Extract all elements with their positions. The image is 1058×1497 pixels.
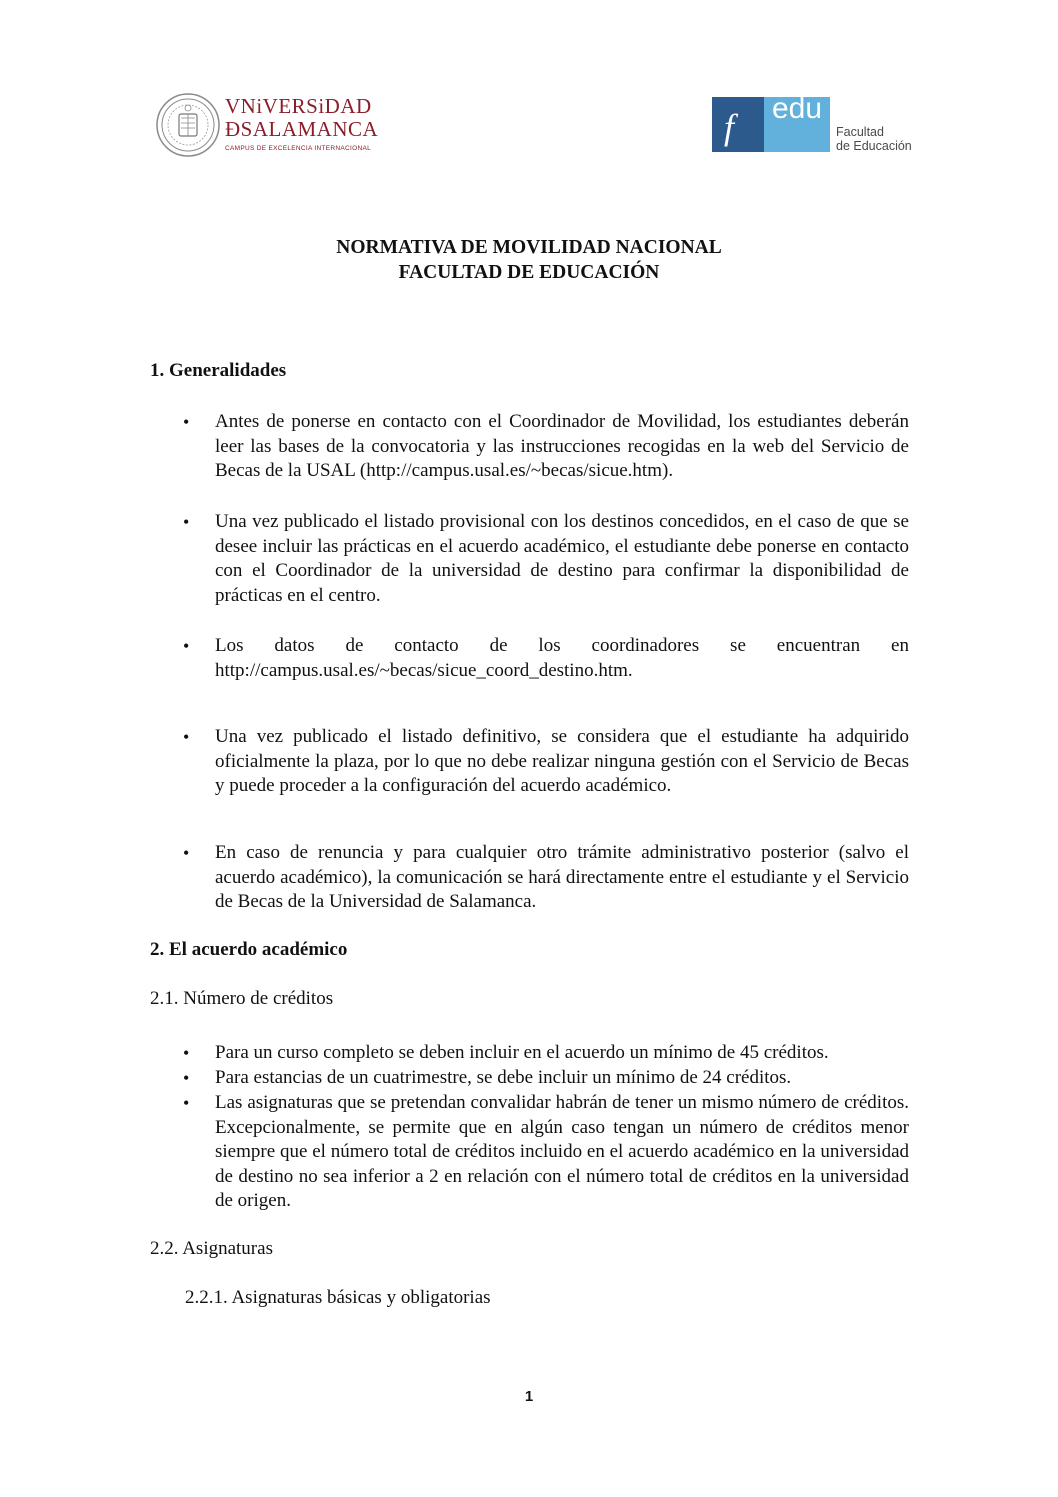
edu-logo-word: edu [771,92,823,125]
edu-faculty-name: Facultad de Educación [836,125,912,153]
document-title-line1: NORMATIVA DE MOVILIDAD NACIONAL [336,237,722,258]
bullet-icon: • [183,1043,190,1063]
university-seal-icon [155,92,221,158]
list-item: • En caso de renuncia y para cualquier otro trámite administrativo posterior (salvo el acuerdo académico), la comunicación se hará directamente entre el estudiante y el Servicio de Becas de la Universidad de Salamanca. [183,842,909,912]
universidad-salamanca-logo [155,92,379,158]
list-item: • Las asignaturas que se pretendan convalidar habrán de tener un mismo número de créditos. Excepcionalmente, se permite que en algún caso tengan un número de créditos menor siempre que el número total de créditos incluido en el acuerdo académico en la universidad de destino no sea inferior a 2 en relación con el número total de créditos en la universidad de origen. [183,1092,909,1211]
edu-logo-dark-block [712,97,764,152]
subsection-heading-basicas-obligatorias: 2.2.1. Asignaturas básicas y obligatorias [185,1287,491,1308]
bullet-icon: • [183,843,190,863]
bullet-icon: • [183,727,190,747]
list-item: • Para un curso completo se deben incluir en el acuerdo un mínimo de 45 créditos. [183,1041,909,1066]
subsection-heading-numero-creditos: 2.1. Número de créditos [150,988,334,1009]
bullet-icon: • [183,1093,190,1113]
list-item: • Para estancias de un cuatrimestre, se debe incluir un mínimo de 24 créditos. [183,1066,909,1091]
list-item: • Una vez publicado el listado provisional con los destinos concedidos, en el caso de que se desee incluir las prácticas en el acuerdo académico, el estudiante debe ponerse en contacto con el Coordinador de la universidad de destino para confirmar la disponibilidad de prácticas en el centro. [183,511,909,606]
bullet-icon: • [183,412,190,432]
facultad-educacion-logo [712,92,912,153]
bullet-icon: • [183,636,190,656]
page-number: 1 [524,1388,534,1405]
section-heading-generalidades: 1. Generalidades [150,360,287,381]
list-item: • Los datos de contacto de los coordinadores se encuentran en http://campus.usal.es/~becas/sicue_coord_destino.htm. [183,635,909,681]
usal-subtitle: CAMPUS DE EXCELENCIA INTERNACIONAL [225,145,372,152]
list-item: • Una vez publicado el listado definitivo, se considera que el estudiante ha adquirido oficialmente la plaza, por lo que no debe realizar ninguna gestión con el Servicio de Becas y puede proceder a la configuración del acuerdo académico. [183,726,909,796]
list-item: • Antes de ponerse en contacto con el Coordinador de Movilidad, los estudiantes deberán leer las bases de la convocatoria y las instrucciones recogidas en la web del Servicio de Becas de la USAL (http://campus.usal.es/~becas/sicue.htm). [183,411,909,481]
section-heading-acuerdo-academico: 2. El acuerdo académico [150,939,348,960]
subsection-heading-asignaturas: 2.2. Asignaturas [150,1238,273,1259]
bullet-icon: • [183,1068,190,1088]
bullet-icon: • [183,512,190,532]
usal-wordmark: VNiVERSiDAD ÐSALAMANCA [225,94,379,141]
document-title-line2: FACULTAD DE EDUCACIÓN [398,262,660,283]
edu-logo-letter: f [724,107,735,147]
